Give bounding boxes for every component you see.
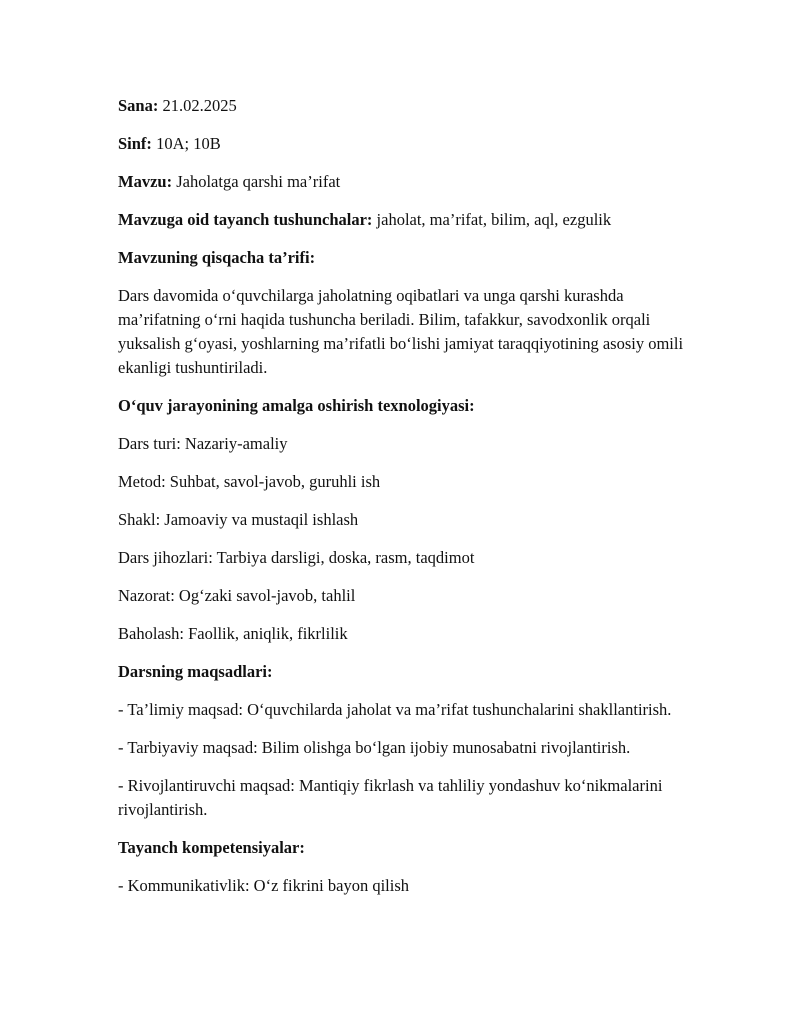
technology-heading-text: O‘quv jarayonining amalga oshirish texnologiyasi:: [118, 396, 475, 415]
concepts-line: [118, 208, 708, 232]
summary-heading: [118, 246, 708, 270]
goals-heading-text: Darsning maqsadlari:: [118, 662, 273, 681]
technology-item: Dars turi: Nazariy-amaliy: [118, 434, 288, 453]
technology-item: Baholash: Faollik, aniqlik, fikrlilik: [118, 624, 348, 643]
topic-label: Mavzu:: [118, 172, 173, 191]
concepts-label: Mavzuga oid tayanch tushunchalar:: [118, 210, 373, 229]
class-value: 10A; 10B: [156, 134, 221, 153]
class-line: [118, 132, 708, 156]
technology-item: Shakl: Jamoaviy va mustaqil ishlash: [118, 510, 359, 529]
competencies-heading: [118, 836, 708, 860]
topic-value: Jaholatga qarshi ma’rifat: [176, 172, 341, 191]
date-label: Sana:: [118, 96, 159, 115]
topic-line: [118, 170, 708, 194]
summary-heading-text: Mavzuning qisqacha ta’rifi:: [118, 248, 316, 267]
goals-heading: [118, 660, 708, 684]
date-value: 21.02.2025: [162, 96, 237, 115]
document-page: [118, 94, 708, 912]
technology-item: Dars jihozlari: Tarbiya darsligi, doska, rasm, taqdimot: [118, 548, 475, 567]
class-label: Sinf:: [118, 134, 152, 153]
competencies-heading-text: Tayanch kompetensiyalar:: [118, 838, 305, 857]
technology-item: Metod: Suhbat, savol-javob, guruhli ish: [118, 472, 381, 491]
summary-text: Dars davomida o‘quvchilarga jaholatning oqibatlari va unga qarshi kurashda ma’rifatning o‘rni haqida tushuncha beriladi. Bilim, tafakkur, savodxonlik orqali yuksalish g‘oyasi, yoshlarning ma’rifatli bo‘lishi jamiyat taraqqiyotining asosiy omili ekanligi tushuntiriladi.: [118, 286, 684, 377]
goal-item: - Rivojlantiruvchi maqsad: Mantiqiy fikrlash va tahliliy yondashuv ko‘nikmalarini rivojlantirish.: [118, 776, 663, 819]
date-line: [118, 94, 708, 118]
goal-item: - Tarbiyaviy maqsad: Bilim olishga bo‘lgan ijobiy munosabatni rivojlantirish.: [118, 738, 631, 757]
goal-item: - Ta’limiy maqsad: O‘quvchilarda jaholat va ma’rifat tushunchalarini shakllantirish.: [118, 700, 672, 719]
technology-item: Nazorat: Og‘zaki savol-javob, tahlil: [118, 586, 356, 605]
concepts-value: jaholat, ma’rifat, bilim, aql, ezgulik: [376, 210, 612, 229]
technology-heading: [118, 394, 708, 418]
competency-item: - Kommunikativlik: O‘z fikrini bayon qilish: [118, 876, 410, 895]
